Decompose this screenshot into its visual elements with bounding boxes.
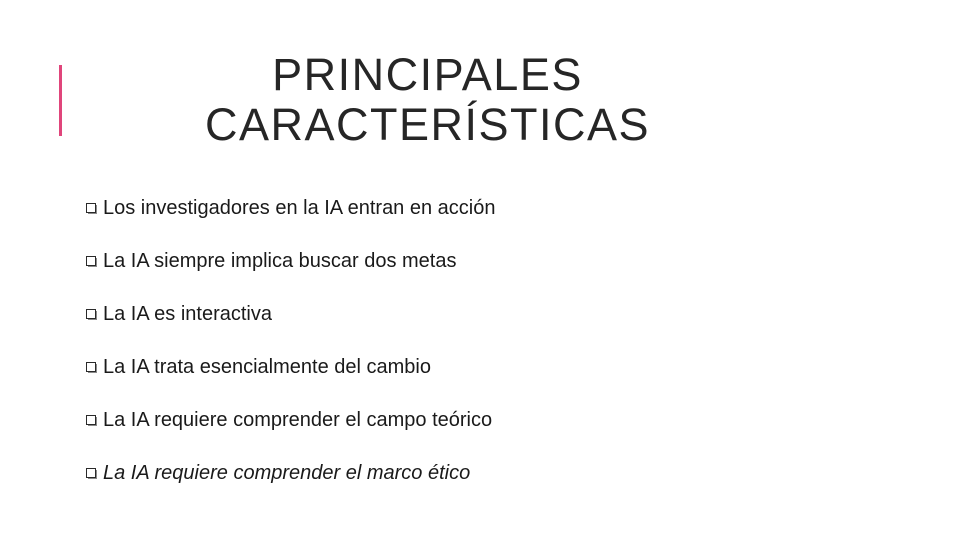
slide-title (150, 50, 705, 150)
checkbox-bullet-icon (86, 203, 98, 215)
title-line-1: PRINCIPALES (272, 49, 583, 100)
title-line-2: CARACTERÍSTICAS (204, 99, 651, 150)
bullet-list (86, 195, 495, 513)
bullet-item (86, 460, 495, 486)
bullet-item (86, 354, 495, 380)
bullet-item (86, 195, 495, 221)
bullet-text: La IA requiere comprender el marco ético (103, 461, 471, 484)
checkbox-bullet-icon (86, 256, 98, 268)
bullet-text: La IA es interactiva (103, 302, 272, 325)
bullet-text: Los investigadores en la IA entran en acción (103, 196, 496, 219)
bullet-text: La IA requiere comprender el campo teórico (103, 408, 493, 431)
bullet-item (86, 248, 495, 274)
bullet-text: La IA trata esencialmente del cambio (103, 355, 431, 378)
accent-bar (59, 65, 62, 136)
bullet-item (86, 407, 495, 433)
checkbox-bullet-icon (86, 309, 98, 321)
checkbox-bullet-icon (86, 468, 98, 480)
bullet-item (86, 301, 495, 327)
bullet-text: La IA siempre implica buscar dos metas (103, 249, 457, 272)
checkbox-bullet-icon (86, 362, 98, 374)
checkbox-bullet-icon (86, 415, 98, 427)
